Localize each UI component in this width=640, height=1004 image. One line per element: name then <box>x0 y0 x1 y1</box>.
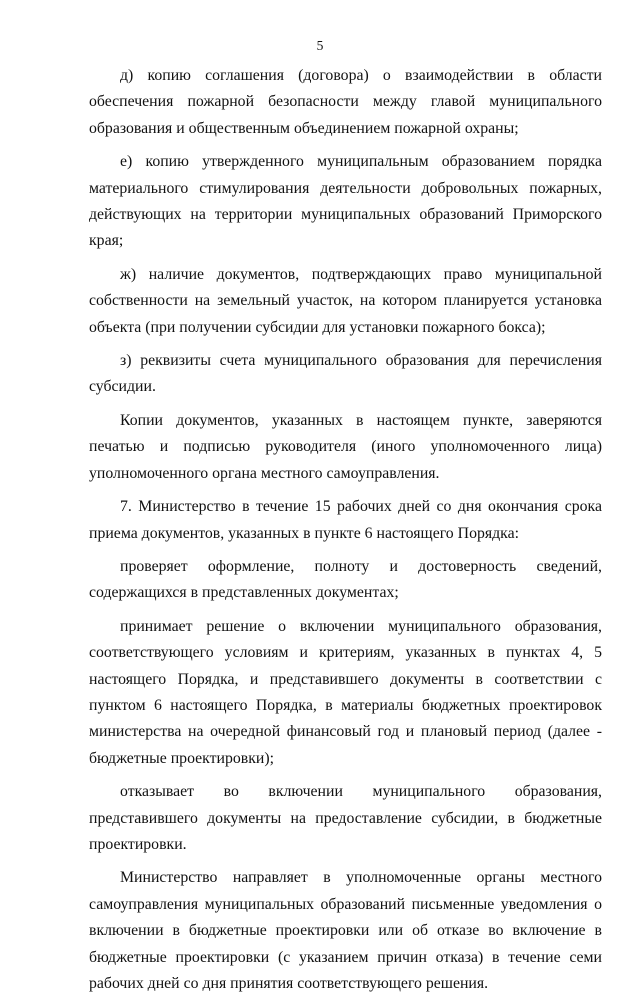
paragraph-refusal: отказывает во включении муниципального образования, представившего документы на предоставление субсидии, в бюджетные проектировки. <box>89 783 602 853</box>
paragraph-notification: Министерство направляет в уполномоченные органы местного самоуправления муниципальных образований письменные уведомления о включении в бюджетные проектировки или об отказе во включение в бюджетные проектировки (с указанием причин отказа) в течение семи рабочих дней со дня принятия соответствующего решения. <box>89 869 602 992</box>
paragraph-item-zh: ж) наличие документов, подтверждающих право муниципальной собственности на земельный участок, на котором планируется установка объекта (при получении субсидии для установки пожарного бокса); <box>89 265 602 336</box>
paragraph-item-z: з) реквизиты счета муниципального образования для перечисления субсидии. <box>89 352 602 396</box>
paragraph-item-e: е) копию утвержденного муниципальным образованием порядка материального стимулирования деятельности добровольных пожарных, действующих на территории муниципальных образований Приморского края; <box>89 153 602 250</box>
paragraph-certification: Копии документов, указанных в настоящем пункте, заверяются печатью и подписью руководителя (иного уполномоченного лица) уполномоченного органа местного самоуправления. <box>89 411 602 482</box>
paragraph-decision: принимает решение о включении муниципального образования, соответствующего условиям и критериям, указанных в пунктах 4, 5 настоящего Порядка, и представившего документы в соответствии с пунктом 6 настоящего Порядка, в материалы бюджетных проектировок министерства на очередной финансовый год и плановый период (далее - бюджетные проектировки); <box>89 617 602 767</box>
page-number: 5 <box>316 38 324 53</box>
paragraph-clause-7: 7. Министерство в течение 15 рабочих дней со дня окончания срока приема документов, указанных в пункте 6 настоящего Порядка: <box>89 498 602 542</box>
document-body <box>89 63 602 1004</box>
paragraph-checks: проверяет оформление, полноту и достоверность сведений, содержащихся в представленных документах; <box>89 557 602 602</box>
paragraph-item-d: д) копию соглашения (договора) о взаимодействии в области обеспечения пожарной безопасности между главой муниципального образования и общественным объединением пожарной охраны; <box>89 67 602 137</box>
